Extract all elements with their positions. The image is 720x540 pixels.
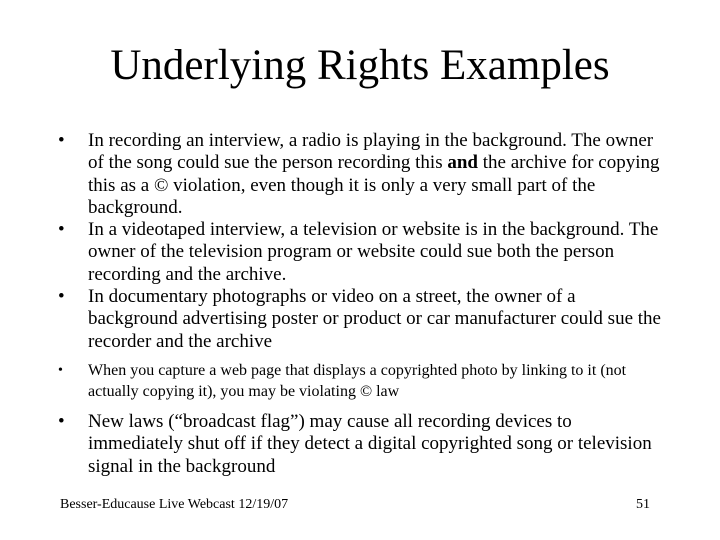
slide-footer: Besser-Educause Live Webcast 12/19/07 [60, 497, 289, 512]
bullet-marker: • [58, 286, 65, 308]
bullet-item-web-page [58, 360, 668, 402]
bullet-text: New laws (“broadcast flag”) may cause all recording devices to immediately shut off if they detect a digital copyrighted song or television signal in the background [88, 410, 652, 477]
bullet-text-emphasis: and [447, 152, 478, 174]
bullet-item-television [58, 219, 668, 286]
slide-title: Underlying Rights Examples [110, 42, 610, 89]
bullet-item-documentary [58, 286, 668, 353]
bullet-marker: • [58, 410, 65, 432]
bullet-text: In a videotaped interview, a television or website is in the background. The owner of the television program or website could sue both the person recording and the archive. [88, 219, 659, 285]
bullet-list [58, 130, 668, 478]
bullet-item-radio [58, 130, 668, 219]
bullet-marker: • [58, 219, 65, 241]
bullet-text-part: In recording an interview, a radio is playing in the background. The owner of the song could sue the person recording this [88, 130, 654, 174]
bullet-marker: • [58, 362, 63, 378]
bullet-marker: • [58, 130, 65, 151]
bullet-text: In documentary photographs or video on a street, the owner of a background advertising poster or product or car manufacturer could sue the recorder and the archive [88, 286, 661, 352]
page-number: 51 [636, 497, 650, 512]
bullet-item-broadcast-flag [58, 411, 668, 478]
bullet-text-part: the archive for copying this as a © violation, even though it is only a very small part of the background. [88, 152, 660, 218]
bullet-text: When you capture a web page that displays a copyrighted photo by linking to it (not actually copying it), you may be violating © law [88, 361, 627, 400]
